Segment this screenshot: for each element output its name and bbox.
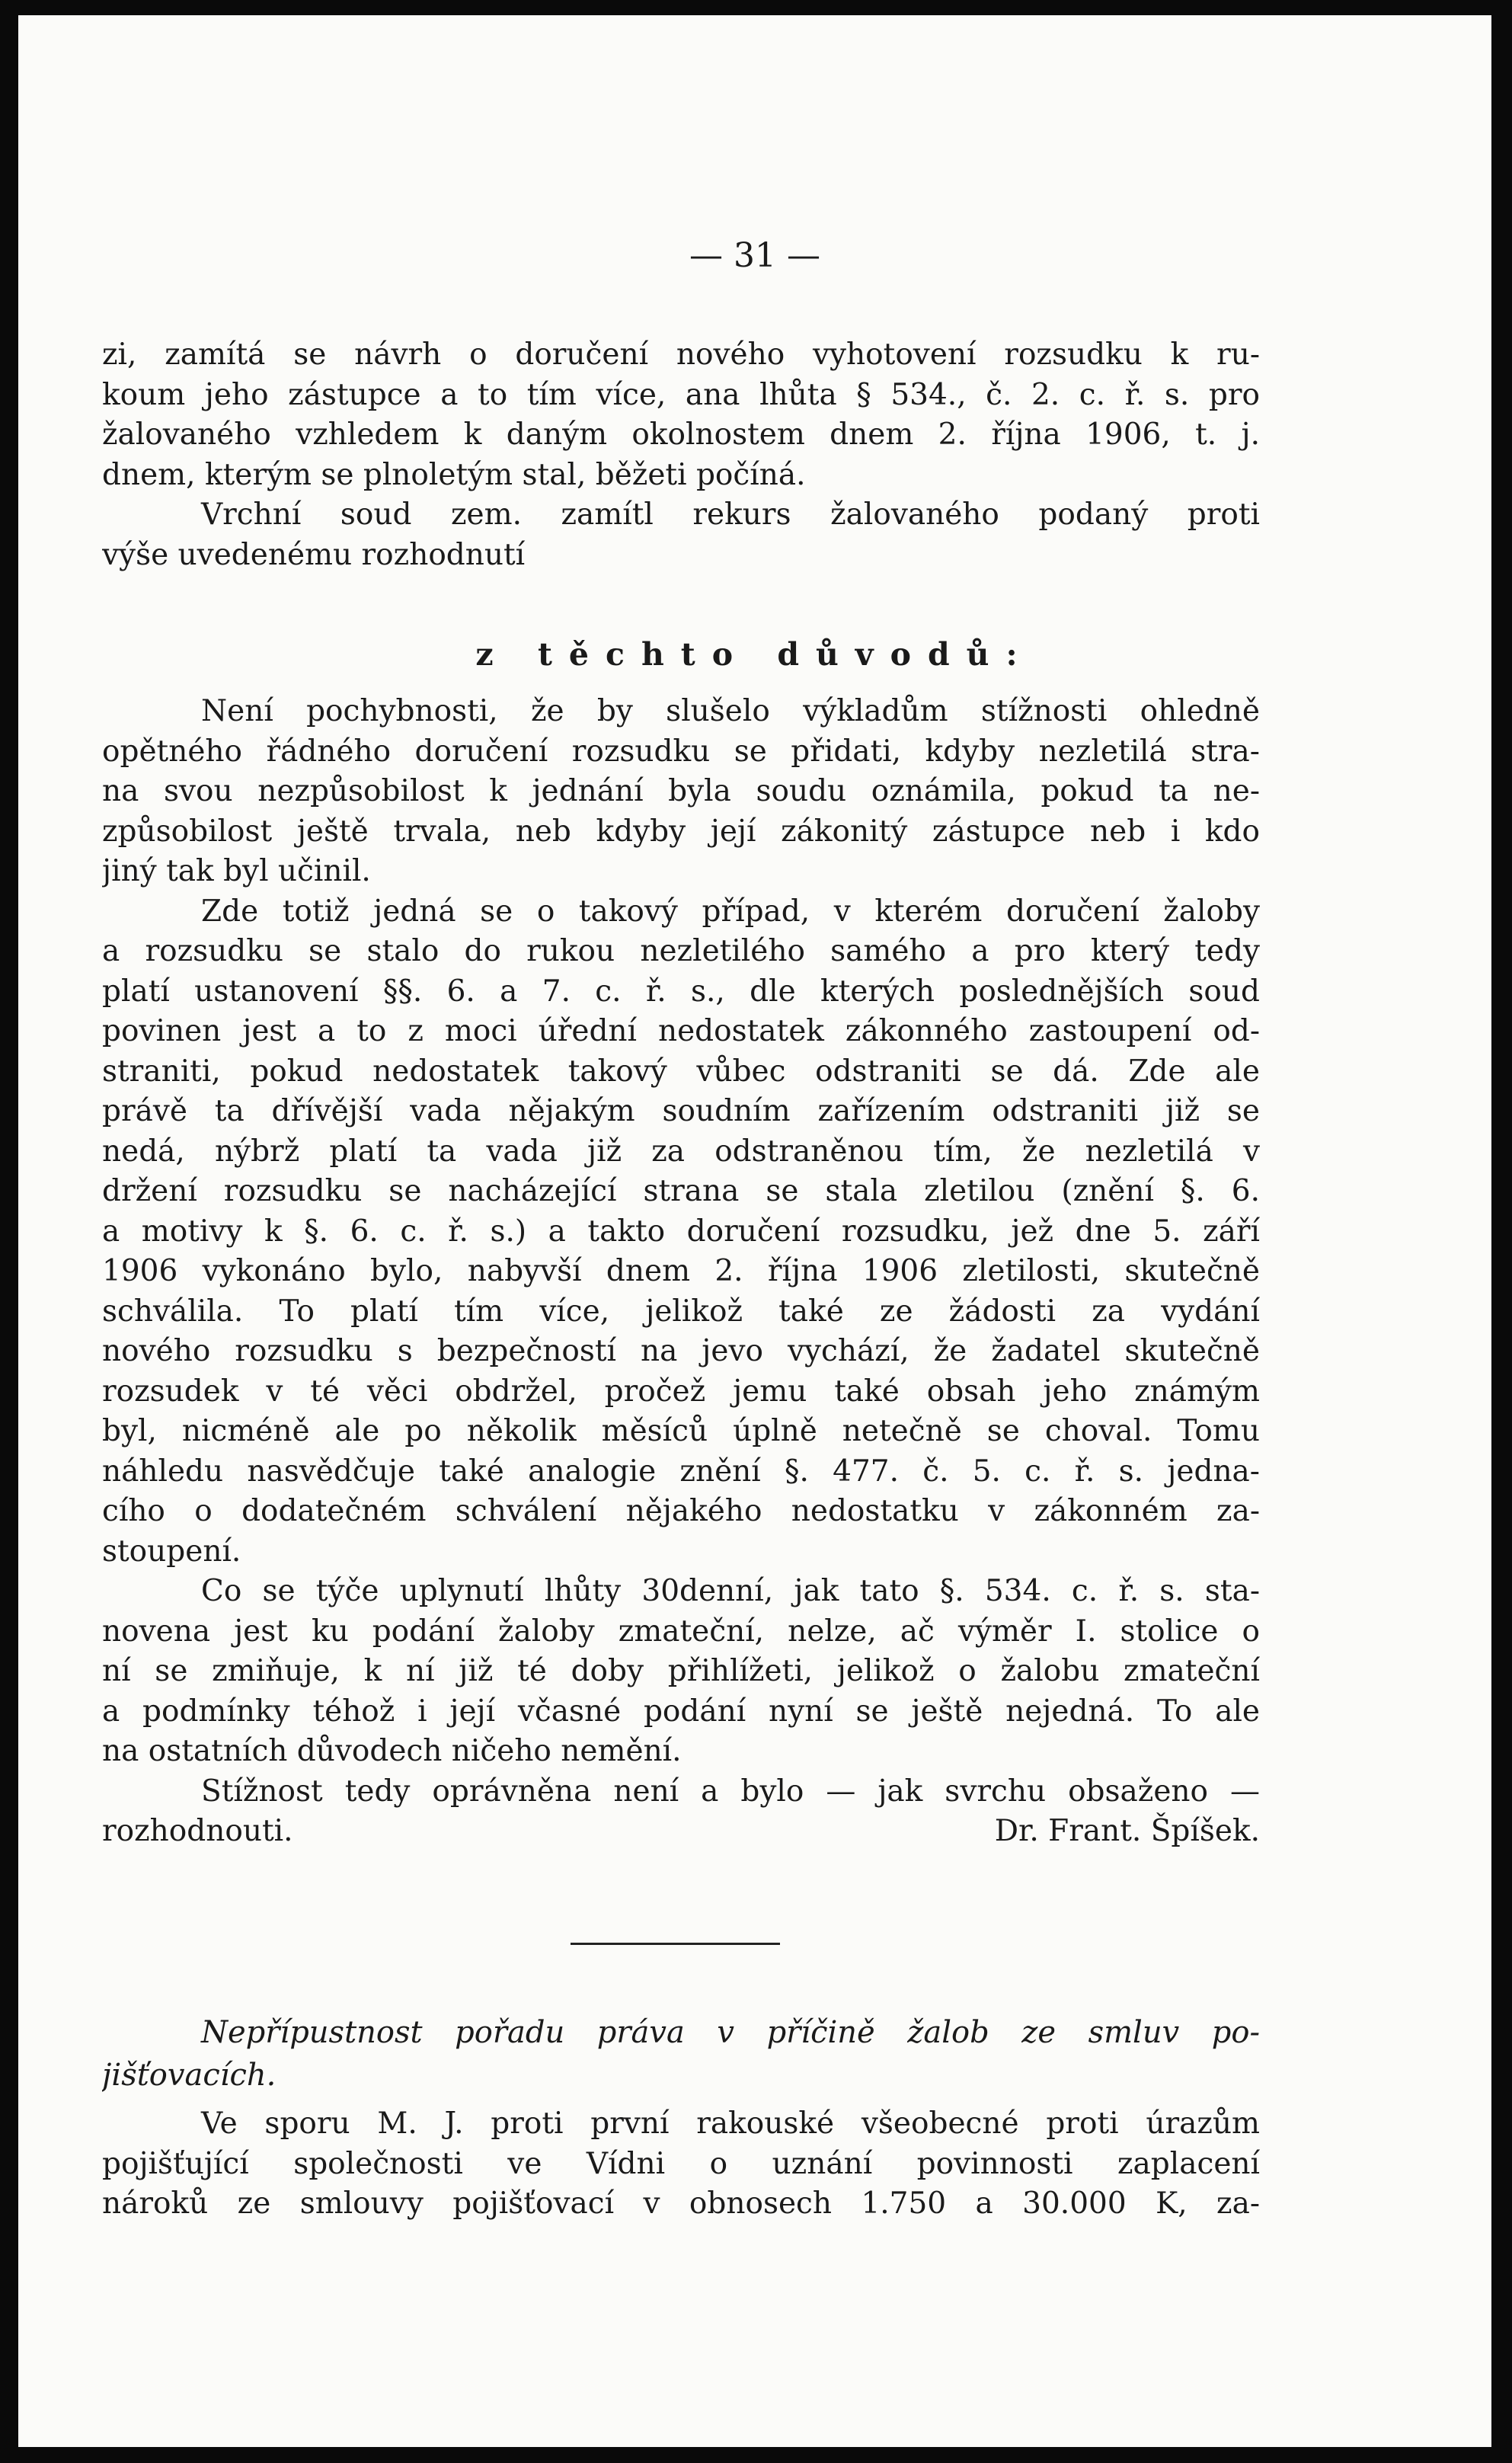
closing-text: rozhodnouti. — [102, 1814, 293, 1848]
text-line: straniti, pokud nedostatek takový vůbec odstraniti se dá. Zde ale — [102, 1054, 1260, 1089]
text-line: nároků ze smlouvy pojišťovací v obnosech 1.750 a 30.000 K, za- — [102, 2186, 1260, 2221]
text-line: způsobilost ještě trvala, neb kdyby její zákonitý zástupce neb i kdo — [102, 814, 1260, 849]
text-line: Zde totiž jedná se o takový případ, v kterém doručení žaloby — [201, 894, 1260, 929]
paragraph-case — [102, 2104, 1260, 2225]
title-line: Nepřípustnost pořadu práva v příčině žalob ze smluv po- — [201, 2015, 1260, 2050]
text-line: dnem, kterým se plnoletým stal, běžeti počíná. — [102, 457, 806, 492]
text-line: žalovaného vzhledem k daným okolnostem dnem 2. října 1906, t. j. — [102, 417, 1260, 452]
document-page — [18, 15, 1491, 2447]
text-line: cího o dodatečném schválení nějakého nedostatku v zákonném za- — [102, 1494, 1260, 1528]
text-line: na svou nezpůsobilost k jednání byla soudu oznámila, pokud ta ne- — [102, 774, 1260, 808]
text-line: právě ta dřívější vada nějakým soudním zařízením odstraniti již se — [102, 1094, 1260, 1128]
text-line: opětného řádného doručení rozsudku se přidati, kdyby nezletilá stra- — [102, 734, 1260, 769]
text-line: zi, zamítá se návrh o doručení nového vyhotovení rozsudku k ru- — [102, 337, 1260, 372]
paragraph-reasons — [102, 692, 1260, 1852]
text-line: a rozsudku se stalo do rukou nezletilého samého a pro který tedy — [102, 934, 1260, 968]
text-line: na ostatních důvodech ničeho nemění. — [102, 1734, 682, 1768]
section-divider — [571, 1943, 780, 1945]
paragraph-intro — [102, 335, 1260, 575]
text-line: koum jeho zástupce a to tím více, ana lhůta § 534., č. 2. c. ř. s. pro — [102, 377, 1260, 412]
text-line: výše uvedenému rozhodnutí — [102, 537, 526, 572]
signature: Dr. Frant. Špíšek. — [994, 1814, 1260, 1848]
page-number: — 31 — — [689, 236, 820, 275]
text-line: Stížnost tedy oprávněna není a bylo — jak svrchu obsaženo — — [201, 1774, 1260, 1809]
text-line: byl, nicméně ale po několik měsíců úplně netečně se choval. Tomu — [102, 1414, 1260, 1448]
text-line: a podmínky téhož i její včasné podání nyní se ještě nejedná. To ale — [102, 1694, 1260, 1729]
text-line: platí ustanovení §§. 6. a 7. c. ř. s., dle kterých poslednějších soud — [102, 974, 1260, 1009]
title-line: jišťovacích. — [102, 2058, 277, 2093]
text-line: nového rozsudku s bezpečností na jevo vychází, že žadatel skutečně — [102, 1334, 1260, 1368]
text-line: stoupení. — [102, 1534, 241, 1569]
section-heading: z těchto důvodů: — [475, 636, 1034, 673]
text-line: Co se týče uplynutí lhůty 30denní, jak tato §. 534. c. ř. s. sta- — [201, 1574, 1260, 1608]
text-line — [102, 1812, 1260, 1852]
text-line: a motivy k §. 6. c. ř. s.) a takto doručení rozsudku, jež dne 5. září — [102, 1214, 1260, 1249]
text-line: Není pochybnosti, že by slušelo výkladům stížnosti ohledně — [201, 694, 1260, 728]
text-line: nedá, nýbrž platí ta vada již za odstraněnou tím, že nezletilá v — [102, 1134, 1260, 1169]
text-line: rozsudek v té věci obdržel, pročež jemu také obsah jeho známým — [102, 1374, 1260, 1409]
text-line: ní se zmiňuje, k ní již té doby přihlížeti, jelikož o žalobu zmateční — [102, 1654, 1260, 1688]
text-line: novena jest ku podání žaloby zmateční, nelze, ač výměr I. stolice o — [102, 1614, 1260, 1649]
text-line: držení rozsudku se nacházející strana se stala zletilou (znění §. 6. — [102, 1174, 1260, 1208]
text-line: schválila. To platí tím více, jelikož také ze žádosti za vydání — [102, 1294, 1260, 1329]
text-line: 1906 vykonáno bylo, nabyvší dnem 2. října 1906 zletilosti, skutečně — [102, 1254, 1260, 1288]
text-line: Vrchní soud zem. zamítl rekurs žalovaného podaný proti — [201, 497, 1260, 532]
text-line: náhledu nasvědčuje také analogie znění §. 477. č. 5. c. ř. s. jedna- — [102, 1454, 1260, 1489]
text-line: Ve sporu M. J. proti první rakouské všeobecné proti úrazům — [201, 2106, 1260, 2141]
text-line: povinen jest a to z moci úřední nedostatek zákonného zastoupení od- — [102, 1014, 1260, 1048]
text-line: pojišťující společnosti ve Vídni o uznání povinnosti zaplacení — [102, 2146, 1260, 2181]
text-line: jiný tak byl učinil. — [102, 854, 371, 888]
case-title — [102, 2011, 1260, 2097]
